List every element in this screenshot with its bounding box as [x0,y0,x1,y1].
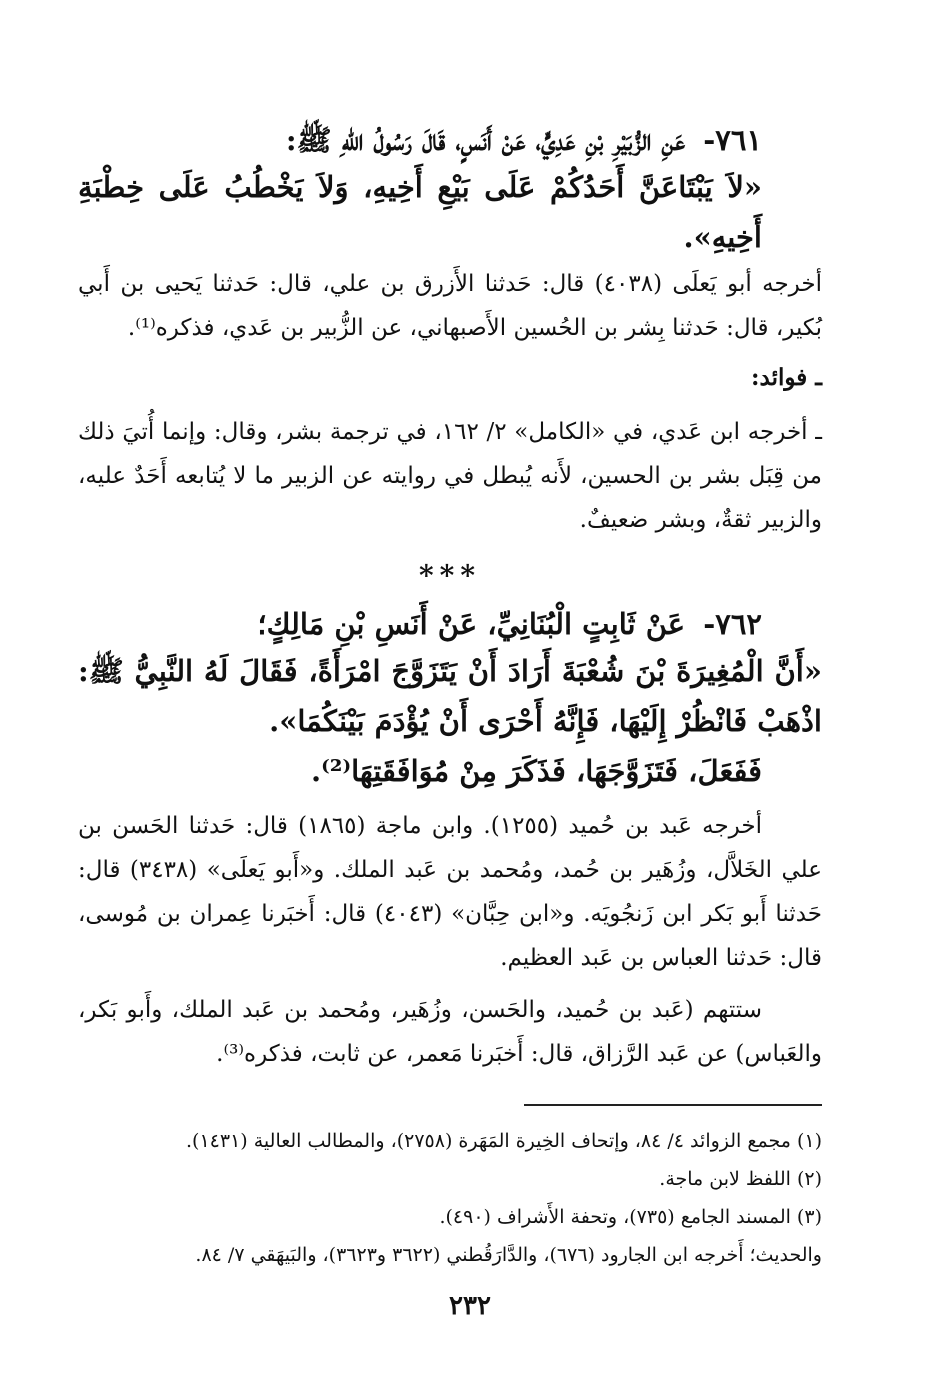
page-body [78,118,822,1076]
hadith-762-summary: ستتهم (عَبد بن حُميد، والحَسن، وزُهَير، ومُحمد بن عَبد الملك، وأَبو بَكر، والعَباس) عن عَبد الرَّزاق، قال: أَخبَرنا مَعمر، عن ثابت، فذكره⁽³⁾. [78,997,822,1067]
hadith-761 [78,118,822,542]
hadith-762-matn-continuation: فَفَعَلَ، فَتَزَوَّجَهَا، فَذَكَرَ مِنْ مُوَافَقَتِهَا⁽²⁾. [311,754,762,788]
fawaid-heading: ـ فوائد: [751,364,822,391]
fawaid-text: ـ أخرجه ابن عَدي، في «الكامل» ٢/ ١٦٢، في ترجمة بشر، وقال: وإنما أُتيَ ذلك من قِبَل بشر بن الحسين، لأَنه يُبطل في روايته عن الزبير ما لا يُتابعه أَحَدٌ عليه، والزبير ثقةٌ، وبشر ضعيفٌ. [78,419,822,533]
section-separator: *** [419,559,481,592]
footnote-1: (١) مجمع الزوائد ٤/ ٨٤، وإتحاف الخِيرة المَهَرة (٢٧٥٨)، والمطالب العالية (١٤٣١). [186,1130,822,1152]
hadith-762-takhrij: أخرجه عَبد بن حُميد (١٢٥٥). وابن ماجة (١٨٦٥) قال: حَدثنا الحَسن بن علي الخَلاَّل، وزُهَير بن حُمد، ومُحمد بن عَبد الملك. و«أَبو يَعلَى» (٣٤٣٨) قال: حَدثنا أَبو بَكر ابن زَنجُويَه. و«ابن حِبَّان» (٤٠٤٣) قال: أَخبَرنا عِمران بن مُوسى، قال: حَدثنا العباس بن عَبد العظيم. [78,813,822,971]
hadith-761-matn: «لاَ يَبْتَاعَنَّ أَحَدُكُمْ عَلَى بَيْعِ أَخِيهِ، وَلاَ يَخْطُبُ عَلَى خِطْبَةِ أَخِيهِ». [78,170,762,254]
hadith-761-isnad-line [78,118,822,162]
hadith-762-matn: «أَنَّ الْمُغِيرَةَ بْنَ شُعْبَةَ أَرَادَ أَنْ يَتَزَوَّجَ امْرَأَةً، فَقَالَ لَهُ النَّبِيُّ ﷺ: اذْهَبْ فَانْظُرْ إِلَيْهَا، فَإِنَّهُ أَحْرَى أَنْ يُؤْدَمَ بَيْنَكُمَا». [78,654,822,738]
hadith-761-number: ٧٦١- [703,123,762,157]
footnotes [78,1122,822,1274]
footnote-2: (٢) اللفظ لابن ماجة. [659,1168,822,1190]
hadith-762-isnad-line [78,602,822,646]
footnote-3-continuation: والحديث؛ أَخرجه ابن الجارود (٦٧٦)، والدَّارَقُطني (٣٦٢٢ و٣٦٢٣)، والبَيهَقي ٧/ ٨٤. [195,1244,822,1266]
hadith-761-isnad: عَنِ الزُّبَيْرِ بْنِ عَدِيٍّ، عَنْ أَنَسٍ، قَالَ رَسُولُ اللهِ ﷺ: [285,123,686,157]
hadith-761-takhrij: أخرجه أبو يَعلَى (٤٠٣٨) قال: حَدثنا الأَزرق بن علي، قال: حَدثنا يَحيى بن أَبي بُكير، قال: حَدثنا بِشر بن الحُسين الأَصبهاني، عن الزُّبير بن عَدي، فذكره⁽¹⁾. [78,271,822,341]
page-number: ٢٣٢ [449,1291,491,1321]
hadith-762 [78,602,822,1076]
hadith-762-isnad: عَنْ ثَابِتٍ الْبُنَانِيِّ، عَنْ أَنَسِ بْنِ مَالِكٍ؛ [257,607,686,641]
footnote-3: (٣) المسند الجامع (٧٣٥)، وتحفة الأَشراف (٤٩٠). [439,1206,822,1228]
footnote-divider [524,1104,822,1106]
hadith-762-number: ٧٦٢- [703,607,762,641]
